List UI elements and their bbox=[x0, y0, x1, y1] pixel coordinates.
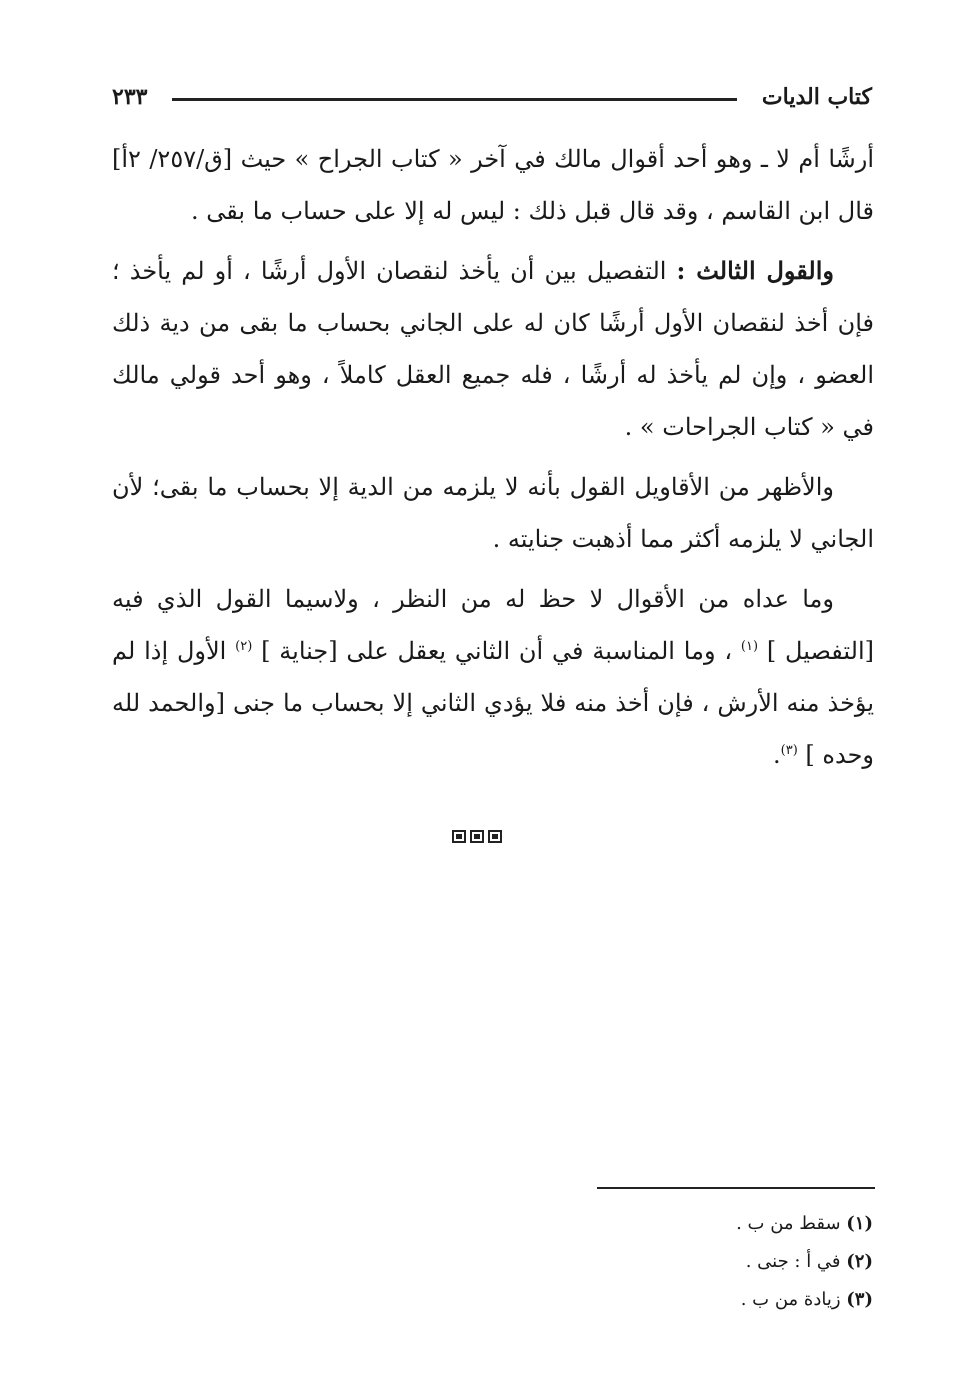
footnote-ref-2: (٢) bbox=[235, 639, 253, 654]
footnote-text: زيادة من ب . bbox=[740, 1289, 847, 1310]
footnote-ref-3: (٣) bbox=[780, 743, 798, 758]
paragraph-4 bbox=[112, 573, 874, 781]
paragraph-4-text-b: ، وما المناسبة في أن الثاني يعقل على [جناية ] bbox=[252, 637, 741, 665]
footnote-text: في أ : جنى . bbox=[745, 1251, 847, 1272]
footnote-text: سقط من ب . bbox=[736, 1213, 847, 1234]
ornament-square-icon bbox=[488, 830, 502, 843]
footnote-rule bbox=[597, 1187, 875, 1189]
ornament-square-icon bbox=[452, 830, 466, 843]
paragraph-4-text-c: الأول إذا لم يؤخذ منه الأرش ، فإن أخذ منه فلا يؤدي الثاني إلا بحساب ما جنى [والحمد لله وحده ] bbox=[112, 637, 874, 769]
page-number: ٢٣٣ bbox=[112, 84, 148, 110]
footnotes bbox=[473, 1205, 873, 1319]
paragraph-4-text-a: وما عداه من الأقوال لا حظ له من النظر ، ولاسيما القول الذي فيه [التفصيل ] bbox=[112, 585, 875, 665]
paragraph-2-text: التفصيل بين أن يأخذ لنقصان الأول أرشًا ، أو لم يأخذ ؛ فإن أخذ لنقصان الأول أرشًا كان له على الجاني بحساب ما بقى من دية ذلك العضو ، وإن لم يأخذ له أرشًا ، فله جميع العقل كاملاً ، وهو أحد قولي مالك في « كتاب الجراحات » . bbox=[112, 257, 874, 441]
paragraph-4-text-d: . bbox=[773, 741, 781, 769]
ornament-square-icon bbox=[470, 830, 484, 843]
paragraph-3-text: والأظهر من الأقاويل القول بأنه لا يلزمه من الدية إلا بحساب ما بقى؛ لأن الجاني لا يلزمه أكثر مما أذهبت جنايته . bbox=[112, 473, 874, 553]
third-opinion-heading: والقول الثالث : bbox=[676, 256, 834, 285]
body-text bbox=[112, 133, 874, 789]
footnote-number: (١) bbox=[846, 1213, 873, 1234]
footnote-1 bbox=[473, 1205, 873, 1243]
footnote-2 bbox=[473, 1243, 873, 1281]
section-end-ornament bbox=[0, 830, 953, 843]
running-title: كتاب الديات bbox=[761, 84, 872, 110]
paragraph-2 bbox=[112, 245, 874, 453]
footnote-number: (٢) bbox=[846, 1251, 873, 1272]
paragraph-1 bbox=[112, 133, 874, 237]
paragraph-1-text: أرشًا أم لا ـ وهو أحد أقوال مالك في آخر « كتاب الجراح » حيث [ق/٢٥٧/ ٢أ] قال ابن القاسم ، وقد قال قبل ذلك : ليس له إلا على حساب ما بقى . bbox=[112, 145, 874, 225]
header-rule bbox=[172, 98, 737, 101]
paragraph-3 bbox=[112, 461, 874, 565]
footnote-number: (٣) bbox=[846, 1289, 873, 1310]
footnote-3 bbox=[473, 1281, 873, 1319]
page-header bbox=[112, 80, 872, 120]
footnote-ref-1: (١) bbox=[740, 639, 759, 654]
